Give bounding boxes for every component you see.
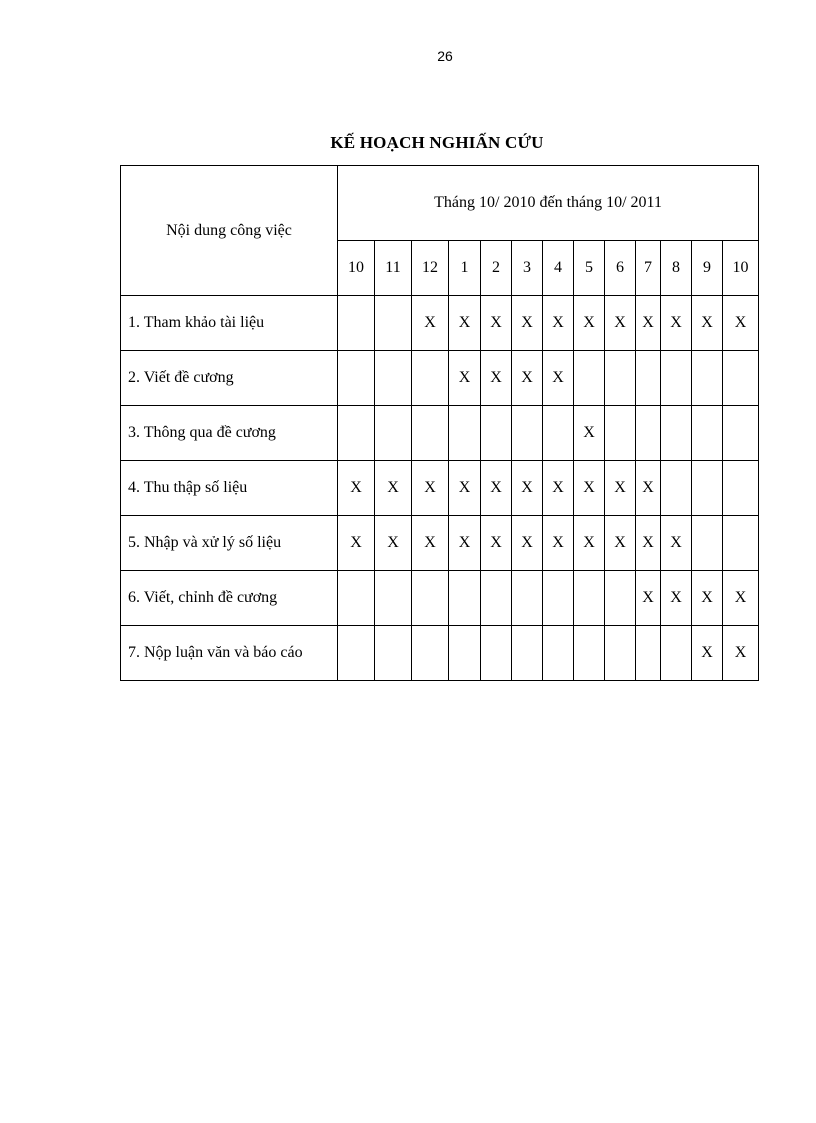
page-number: 26	[437, 48, 453, 64]
month-header-cell: 2	[481, 241, 512, 296]
period-header: Tháng 10/ 2010 đến tháng 10/ 2011	[338, 166, 759, 241]
schedule-mark: X	[661, 571, 692, 626]
schedule-empty-cell	[543, 406, 574, 461]
schedule-empty-cell	[692, 406, 723, 461]
table-row	[121, 516, 759, 571]
schedule-empty-cell	[661, 461, 692, 516]
schedule-mark: X	[574, 516, 605, 571]
schedule-mark: X	[692, 626, 723, 681]
schedule-empty-cell	[661, 351, 692, 406]
schedule-empty-cell	[375, 626, 412, 681]
schedule-empty-cell	[412, 351, 449, 406]
task-column-header: Nội dung công việc	[121, 166, 338, 296]
schedule-mark: X	[481, 351, 512, 406]
schedule-empty-cell	[512, 626, 543, 681]
schedule-mark: X	[449, 351, 481, 406]
schedule-mark: X	[723, 571, 759, 626]
task-label: 5. Nhập và xử lý số liệu	[121, 516, 338, 571]
schedule-empty-cell	[449, 626, 481, 681]
schedule-mark: X	[375, 516, 412, 571]
schedule-mark: X	[661, 296, 692, 351]
schedule-empty-cell	[723, 516, 759, 571]
schedule-empty-cell	[723, 351, 759, 406]
schedule-empty-cell	[605, 406, 636, 461]
table-row	[121, 351, 759, 406]
task-label: 7. Nộp luận văn và báo cáo	[121, 626, 338, 681]
schedule-mark: X	[375, 461, 412, 516]
research-schedule-table	[120, 165, 759, 681]
schedule-mark: X	[605, 296, 636, 351]
month-header-cell: 6	[605, 241, 636, 296]
month-header-cell: 7	[636, 241, 661, 296]
month-header-cell: 4	[543, 241, 574, 296]
schedule-mark: X	[481, 296, 512, 351]
schedule-mark: X	[338, 461, 375, 516]
month-header-cell: 9	[692, 241, 723, 296]
month-header-cell: 5	[574, 241, 605, 296]
schedule-empty-cell	[481, 406, 512, 461]
schedule-empty-cell	[543, 571, 574, 626]
schedule-mark: X	[543, 296, 574, 351]
schedule-mark: X	[543, 461, 574, 516]
task-label: 2. Viết đề cương	[121, 351, 338, 406]
schedule-empty-cell	[412, 626, 449, 681]
schedule-empty-cell	[338, 351, 375, 406]
schedule-mark: X	[636, 461, 661, 516]
schedule-mark: X	[574, 296, 605, 351]
schedule-mark: X	[661, 516, 692, 571]
schedule-empty-cell	[375, 296, 412, 351]
schedule-empty-cell	[338, 406, 375, 461]
month-header-cell: 12	[412, 241, 449, 296]
schedule-empty-cell	[723, 406, 759, 461]
schedule-empty-cell	[338, 571, 375, 626]
schedule-mark: X	[636, 516, 661, 571]
month-header-cell: 11	[375, 241, 412, 296]
schedule-mark: X	[512, 516, 543, 571]
schedule-mark: X	[412, 516, 449, 571]
schedule-empty-cell	[338, 296, 375, 351]
schedule-empty-cell	[375, 571, 412, 626]
task-label: 4. Thu thập số liệu	[121, 461, 338, 516]
schedule-mark: X	[512, 461, 543, 516]
task-label: 3. Thông qua đề cương	[121, 406, 338, 461]
schedule-mark: X	[449, 296, 481, 351]
schedule-mark: X	[481, 461, 512, 516]
schedule-mark: X	[412, 461, 449, 516]
header-row	[121, 166, 759, 241]
schedule-empty-cell	[661, 406, 692, 461]
table-row	[121, 296, 759, 351]
table-row	[121, 406, 759, 461]
schedule-empty-cell	[574, 351, 605, 406]
schedule-empty-cell	[512, 571, 543, 626]
table-row	[121, 461, 759, 516]
schedule-empty-cell	[481, 571, 512, 626]
schedule-mark: X	[481, 516, 512, 571]
schedule-empty-cell	[338, 626, 375, 681]
schedule-mark: X	[543, 351, 574, 406]
month-header-cell: 10	[338, 241, 375, 296]
schedule-empty-cell	[412, 571, 449, 626]
schedule-mark: X	[412, 296, 449, 351]
schedule-empty-cell	[605, 351, 636, 406]
task-label: 6. Viết, chỉnh đề cương	[121, 571, 338, 626]
schedule-empty-cell	[375, 406, 412, 461]
schedule-mark: X	[636, 571, 661, 626]
schedule-mark: X	[723, 626, 759, 681]
month-header-cell: 10	[723, 241, 759, 296]
schedule-mark: X	[512, 296, 543, 351]
schedule-empty-cell	[692, 351, 723, 406]
schedule-mark: X	[574, 461, 605, 516]
month-header-cell: 1	[449, 241, 481, 296]
schedule-empty-cell	[412, 406, 449, 461]
schedule-empty-cell	[605, 571, 636, 626]
document-title: KẾ HOẠCH NGHIẤN CỨU	[330, 133, 544, 152]
schedule-mark: X	[692, 296, 723, 351]
schedule-empty-cell	[574, 571, 605, 626]
schedule-mark: X	[512, 351, 543, 406]
schedule-empty-cell	[723, 461, 759, 516]
schedule-mark: X	[723, 296, 759, 351]
schedule-empty-cell	[543, 626, 574, 681]
schedule-mark: X	[449, 461, 481, 516]
schedule-empty-cell	[636, 626, 661, 681]
month-header-cell: 3	[512, 241, 543, 296]
schedule-empty-cell	[692, 461, 723, 516]
month-header-cell: 8	[661, 241, 692, 296]
schedule-empty-cell	[375, 351, 412, 406]
schedule-mark: X	[605, 461, 636, 516]
schedule-empty-cell	[636, 406, 661, 461]
schedule-empty-cell	[605, 626, 636, 681]
schedule-empty-cell	[692, 516, 723, 571]
schedule-mark: X	[543, 516, 574, 571]
table-row	[121, 626, 759, 681]
schedule-mark: X	[605, 516, 636, 571]
schedule-empty-cell	[449, 406, 481, 461]
schedule-mark: X	[449, 516, 481, 571]
schedule-mark: X	[574, 406, 605, 461]
schedule-empty-cell	[636, 351, 661, 406]
task-label: 1. Tham khảo tài liệu	[121, 296, 338, 351]
schedule-empty-cell	[449, 571, 481, 626]
schedule-empty-cell	[574, 626, 605, 681]
schedule-empty-cell	[512, 406, 543, 461]
schedule-mark: X	[636, 296, 661, 351]
schedule-mark: X	[692, 571, 723, 626]
schedule-empty-cell	[661, 626, 692, 681]
schedule-empty-cell	[481, 626, 512, 681]
table-row	[121, 571, 759, 626]
schedule-mark: X	[338, 516, 375, 571]
